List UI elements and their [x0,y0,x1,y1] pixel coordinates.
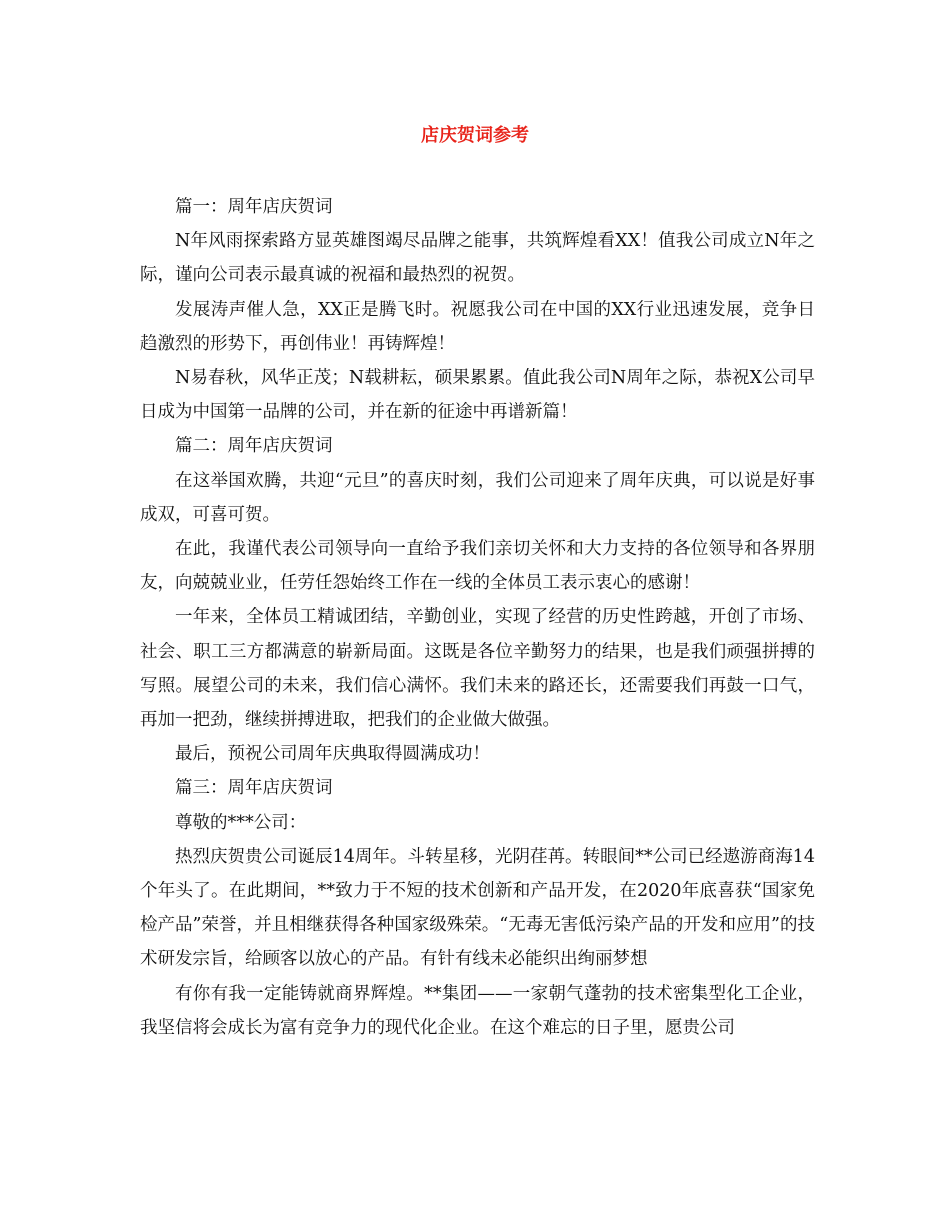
paragraph: 热烈庆贺贵公司诞辰14周年。斗转星移，光阴荏苒。转眼间**公司已经遨游商海14个年头了。在此期间，**致力于不短的技术创新和产品开发，在2020年底喜获“国家免检产品”荣誉，并且相继获得各种国家级殊荣。“无毒无害低污染产品的开发和应用”的技术研发宗旨，给顾客以放心的产品。有针有线未必能织出绚丽梦想 [140,846,815,970]
section-heading-2: 篇二：周年店庆贺词 [175,436,333,457]
document-title: 店庆贺词参考 [421,125,529,146]
paragraph: 在此，我谨代表公司领导向一直给予我们亲切关怀和大力支持的各位领导和各界朋友，向兢兢业业，任劳任怨始终工作在一线的全体员工表示衷心的感谢！ [140,539,815,594]
salutation: 尊敬的***公司： [175,812,307,833]
paragraph: N易春秋，风华正茂；N载耕耘，硕果累累。值此我公司N周年之际，恭祝X公司早日成为中国第一品牌的公司，并在新的征途中再谱新篇！ [140,368,815,423]
paragraph: 最后，预祝公司周年庆典取得圆满成功！ [175,744,490,765]
paragraph: 在这举国欢腾，共迎“元旦”的喜庆时刻，我们公司迎来了周年庆典，可以说是好事成双，可喜可贺。 [140,470,815,525]
paragraph: 发展涛声催人急，XX正是腾飞时。祝愿我公司在中国的XX行业迅速发展，竞争日趋激烈的形势下，再创伟业！再铸辉煌！ [140,299,815,354]
document-body [140,190,815,1045]
section-heading-3: 篇三：周年店庆贺词 [175,778,333,799]
paragraph: 一年来，全体员工精诚团结，辛勤创业，实现了经营的历史性跨越，开创了市场、社会、职工三方都满意的崭新局面。这既是各位辛勤努力的结果，也是我们顽强拼搏的写照。展望公司的未来，我们信心满怀。我们未来的路还长，还需要我们再鼓一口气，再加一把劲，继续拼搏进取，把我们的企业做大做强。 [140,607,815,731]
paragraph: 有你有我一定能铸就商界辉煌。**集团——一家朝气蓬勃的技术密集型化工企业，我坚信将会成长为富有竞争力的现代化企业。在这个难忘的日子里，愿贵公司 [140,983,815,1038]
paragraph: N年风雨探索路方显英雄图竭尽品牌之能事，共筑辉煌看XX！值我公司成立N年之际，谨向公司表示最真诚的祝福和最热烈的祝贺。 [140,231,815,286]
section-heading-1: 篇一：周年店庆贺词 [175,197,333,217]
